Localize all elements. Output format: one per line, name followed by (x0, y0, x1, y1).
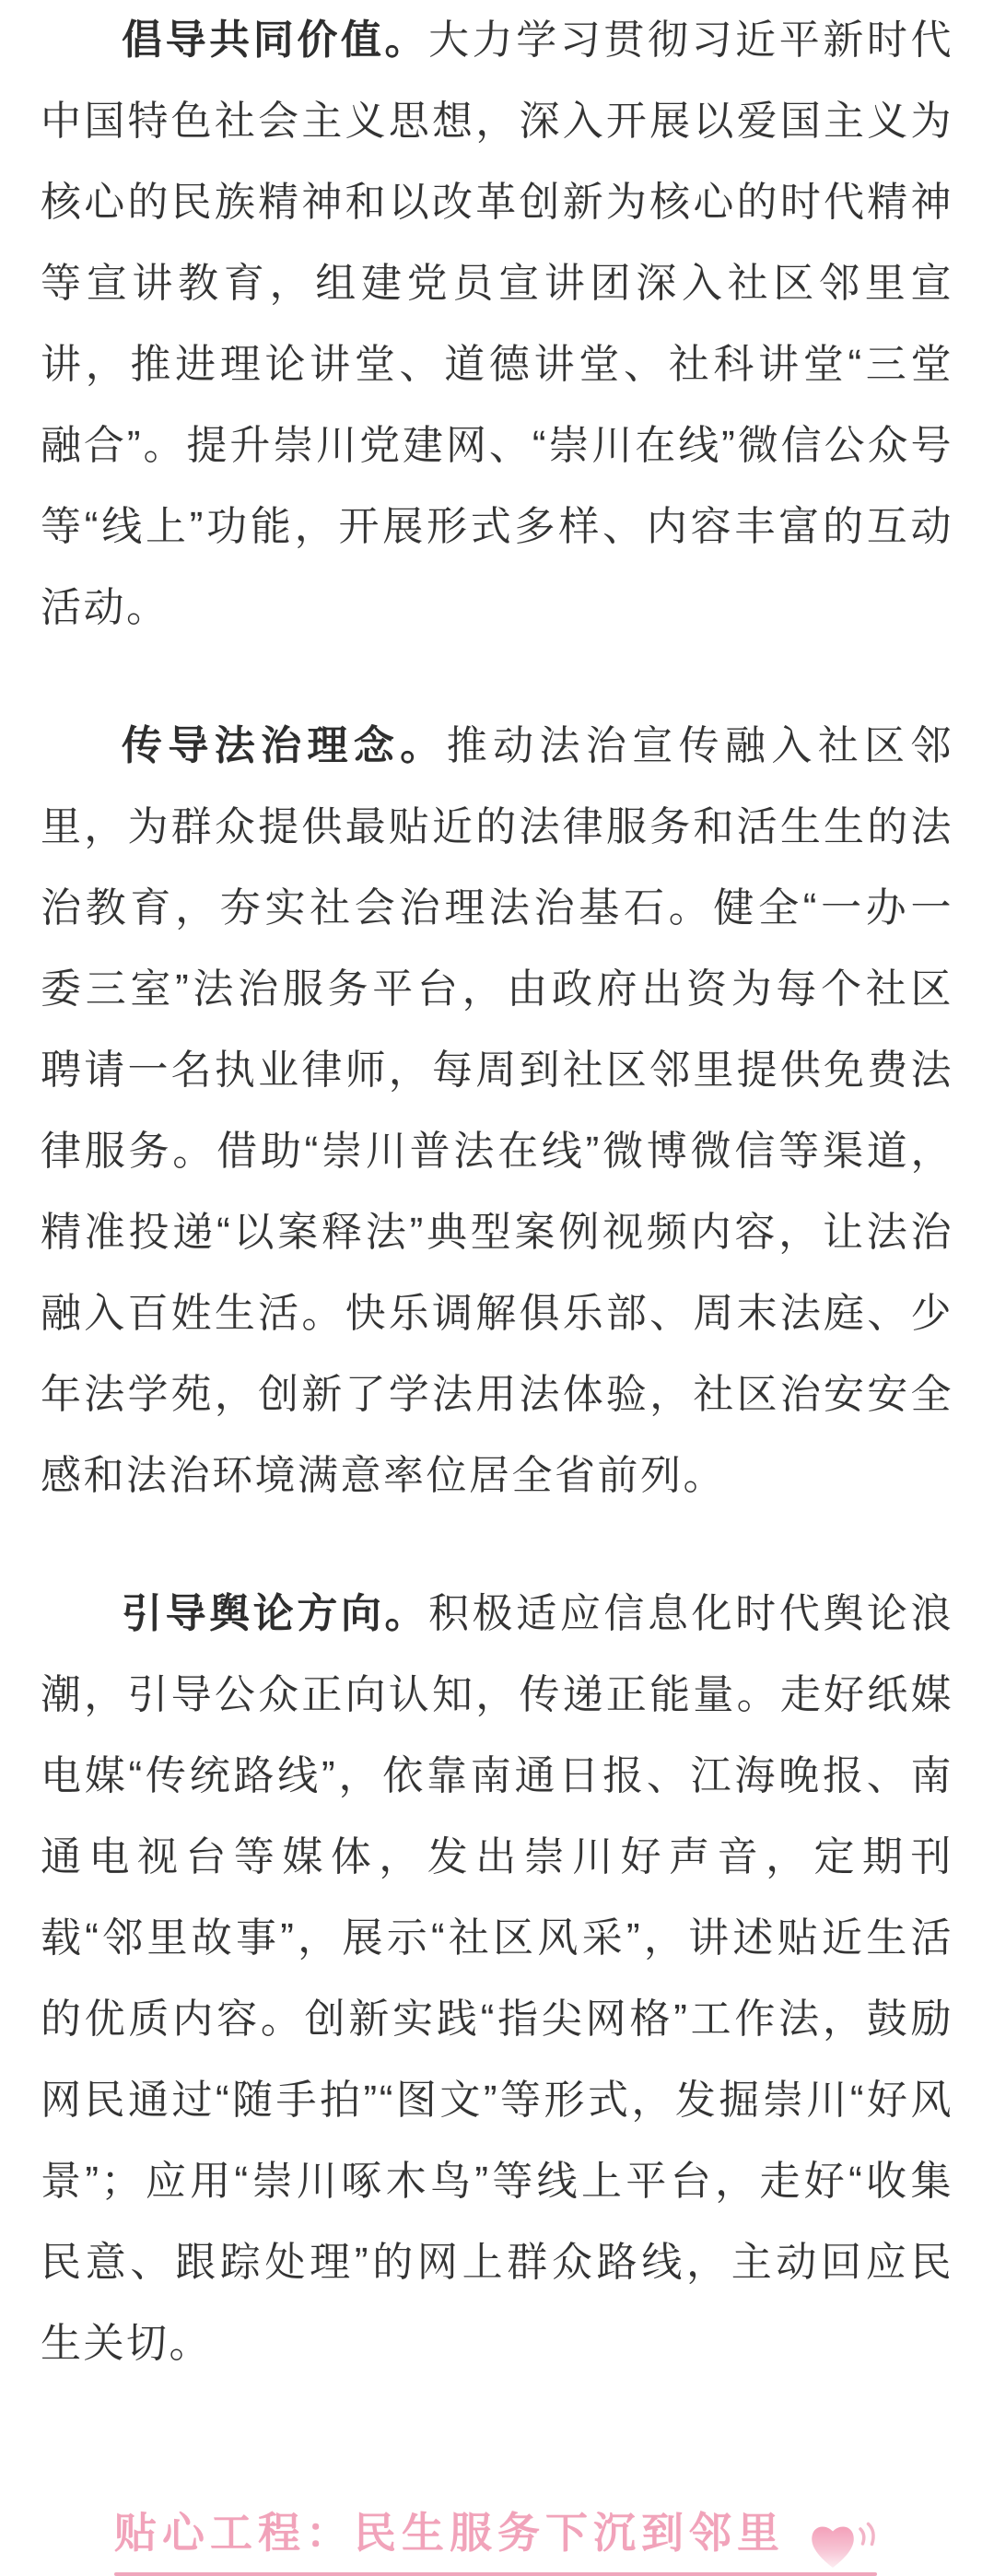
paragraph-lead: 引导舆论方向。 (122, 1591, 429, 1636)
paragraph-lead: 倡导共同价值。 (122, 18, 429, 63)
paragraph-lead: 传导法治理念。 (122, 723, 447, 768)
section-heading-text: 贴心工程：民生服务下沉到邻里 (114, 2509, 785, 2557)
paragraph (41, 0, 953, 649)
heart-icon (807, 2520, 883, 2576)
section-heading (114, 2502, 877, 2576)
section-heading-row (114, 2502, 877, 2563)
paragraph-body: 推动法治宣传融入社区邻里，为群众提供最贴近的法律服务和活生生的法治教育，夯实社会治理法治基石。健全“一办一委三室”法治服务平台，由政府出资为每个社区聘请一名执业律师，每周到社区邻里提供免费法律服务。借助“崇川普法在线”微博微信等渠道，精准投递“以案释法”典型案例视频内容，让法治融入百姓生活。快乐调解俱乐部、周末法庭、少年法学苑，创新了学法用法体验，社区治安安全感和法治环境满意率位居全省前列。 (41, 723, 954, 1498)
paragraph (41, 1574, 953, 2384)
paragraph-body: 积极适应信息化时代舆论浪潮，引导公众正向认知，传递正能量。走好纸媒电媒“传统路线”，依靠南通日报、江海晚报、南通电视台等媒体，发出崇川好声音，定期刊载“邻里故事”，展示“社区风采”，讲述贴近生活的优质内容。创新实践“指尖网格”工作法，鼓励网民通过“随手拍”“图文”等形式，发掘崇川“好风景”；应用“崇川啄木鸟”等线上平台，走好“收集民意、跟踪处理”的网上群众路线，主动回应民生关切。 (41, 1591, 954, 2366)
paragraph (41, 706, 953, 1516)
paragraph-body: 大力学习贯彻习近平新时代中国特色社会主义思想，深入开展以爱国主义为核心的民族精神和以改革创新为核心的时代精神等宣讲教育，组建党员宣讲团深入社区邻里宣讲，推进理论讲堂、道德讲堂、社科讲堂“三堂融合”。提升崇川党建网、“崇川在线”微信公众号等“线上”功能，开展形式多样、内容丰富的互动活动。 (41, 18, 954, 630)
heading-underline (114, 2572, 877, 2576)
